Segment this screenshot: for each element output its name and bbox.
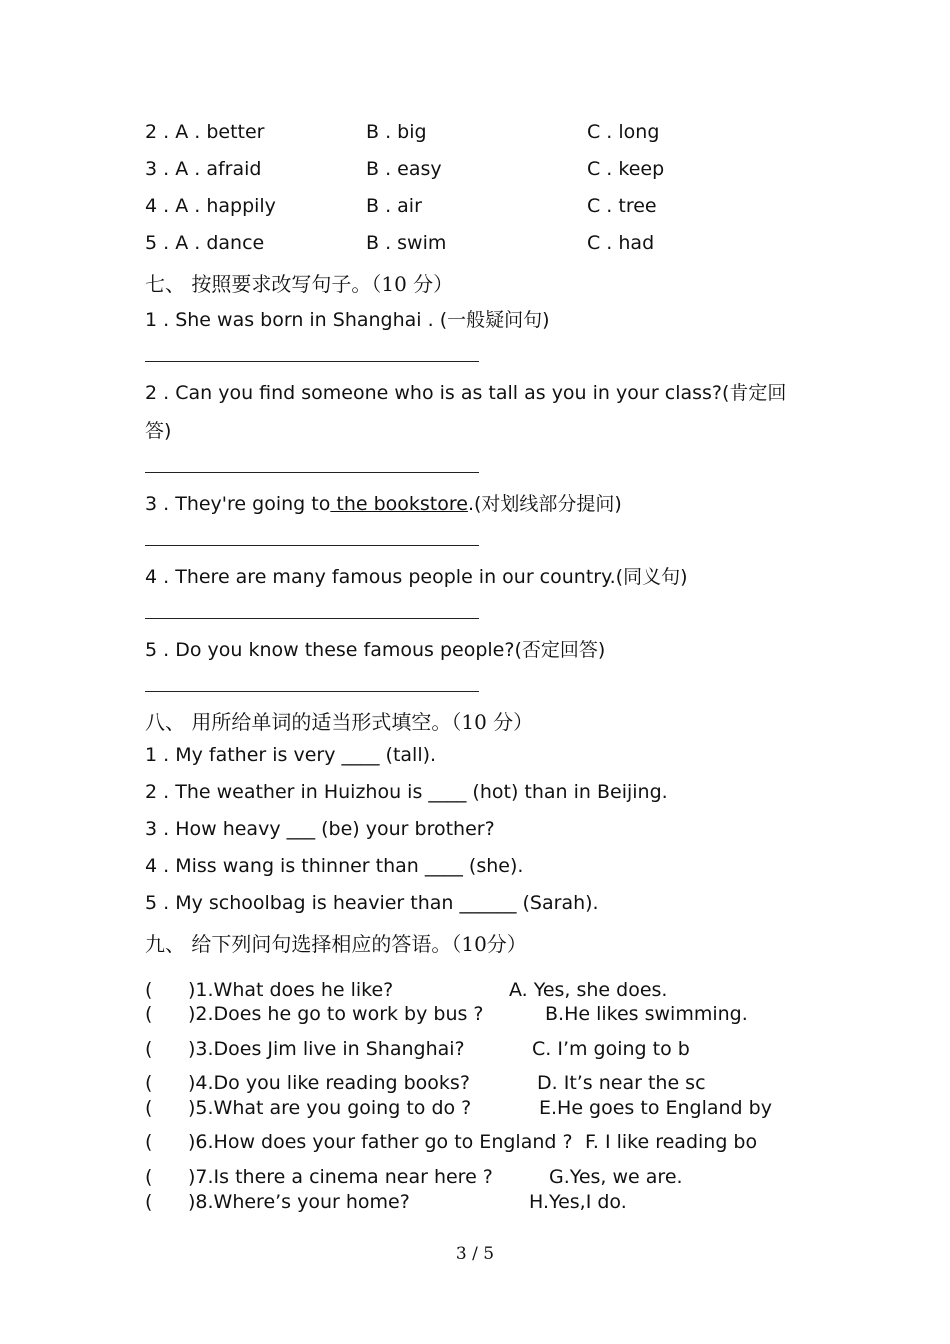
match-answer: E.He goes to England by (539, 1097, 772, 1119)
question-text: 5 . Do you know these famous people?(否定回答) (145, 639, 606, 661)
answer-bracket-open[interactable]: ( (145, 1131, 153, 1153)
page-number: 3 / 5 (455, 1244, 495, 1264)
match-question: )8.Where’s your home? (188, 1191, 410, 1213)
match-question: )2.Does he go to work by bus ? (188, 1003, 484, 1025)
choice-b: B . air (366, 195, 422, 217)
match-question: )3.Does Jim live in Shanghai? (188, 1038, 465, 1060)
fill-blank-item: 2 . The weather in Huizhou is ____ (hot) than in Beijing. (145, 781, 668, 803)
question-text: 1 . She was born in Shanghai . (一般疑问句) (145, 309, 550, 331)
choice-b: B . easy (366, 158, 442, 180)
choice-b: B . swim (366, 232, 447, 254)
choice-a: 3 . A . afraid (145, 158, 262, 180)
choice-a: 4 . A . happily (145, 195, 276, 217)
answer-line[interactable] (145, 472, 479, 473)
match-answer: D. It’s near the sc (537, 1072, 706, 1094)
match-answer: C. I’m going to b (532, 1038, 690, 1060)
answer-bracket-open[interactable]: ( (145, 1003, 153, 1025)
match-question: )1.What does he like? (188, 979, 394, 1001)
underlined-phrase: the bookstore (330, 493, 468, 515)
answer-bracket-open[interactable]: ( (145, 979, 153, 1001)
fill-blank-item: 4 . Miss wang is thinner than ____ (she). (145, 855, 524, 877)
match-question: )4.Do you like reading books? (188, 1072, 470, 1094)
answer-line[interactable] (145, 618, 479, 619)
choice-a: 2 . A . better (145, 121, 265, 143)
answer-bracket-open[interactable]: ( (145, 1072, 153, 1094)
answer-bracket-open[interactable]: ( (145, 1097, 153, 1119)
question-text: 2 . Can you find someone who is as tall as you in your class?(肯定回 (145, 382, 787, 404)
answer-line[interactable] (145, 361, 479, 362)
match-question: )7.Is there a cinema near here ? (188, 1166, 493, 1188)
question-text (145, 489, 622, 516)
answer-bracket-open[interactable]: ( (145, 1166, 153, 1188)
choice-c: C . keep (587, 158, 665, 180)
question-text: 4 . There are many famous people in our country.(同义句) (145, 566, 688, 588)
choice-b: B . big (366, 121, 427, 143)
section-8-heading: 八、 用所给单词的适当形式填空。（10 分） (145, 710, 534, 734)
answer-line[interactable] (145, 691, 479, 692)
choice-c: C . had (587, 232, 655, 254)
answer-bracket-open[interactable]: ( (145, 1191, 153, 1213)
choice-a: 5 . A . dance (145, 232, 265, 254)
question-text-continued: 答) (145, 420, 172, 442)
fill-blank-item: 1 . My father is very ____ (tall). (145, 744, 437, 766)
answer-bracket-open[interactable]: ( (145, 1038, 153, 1060)
fill-blank-item: 3 . How heavy ___ (be) your brother? (145, 818, 495, 840)
match-answer: F. I like reading bo (585, 1131, 758, 1153)
choice-c: C . long (587, 121, 660, 143)
match-answer: H.Yes,I do. (529, 1191, 627, 1213)
match-answer: B.He likes swimming. (545, 1003, 748, 1025)
match-answer: A. Yes, she does. (509, 979, 668, 1001)
choice-c: C . tree (587, 195, 657, 217)
question-prefix: 3 . They're going to (145, 493, 331, 515)
section-7-heading: 七、 按照要求改写句子。（10 分） (145, 272, 454, 296)
question-suffix: .(对划线部分提问) (467, 493, 622, 515)
section-9-heading: 九、 给下列问句选择相应的答语。（10分） (145, 932, 527, 956)
answer-line[interactable] (145, 545, 479, 546)
match-question: )6.How does your father go to England ? (188, 1131, 573, 1153)
fill-blank-item: 5 . My schoolbag is heavier than ______ (Sarah). (145, 892, 599, 914)
match-answer: G.Yes, we are. (549, 1166, 683, 1188)
match-question: )5.What are you going to do ? (188, 1097, 472, 1119)
